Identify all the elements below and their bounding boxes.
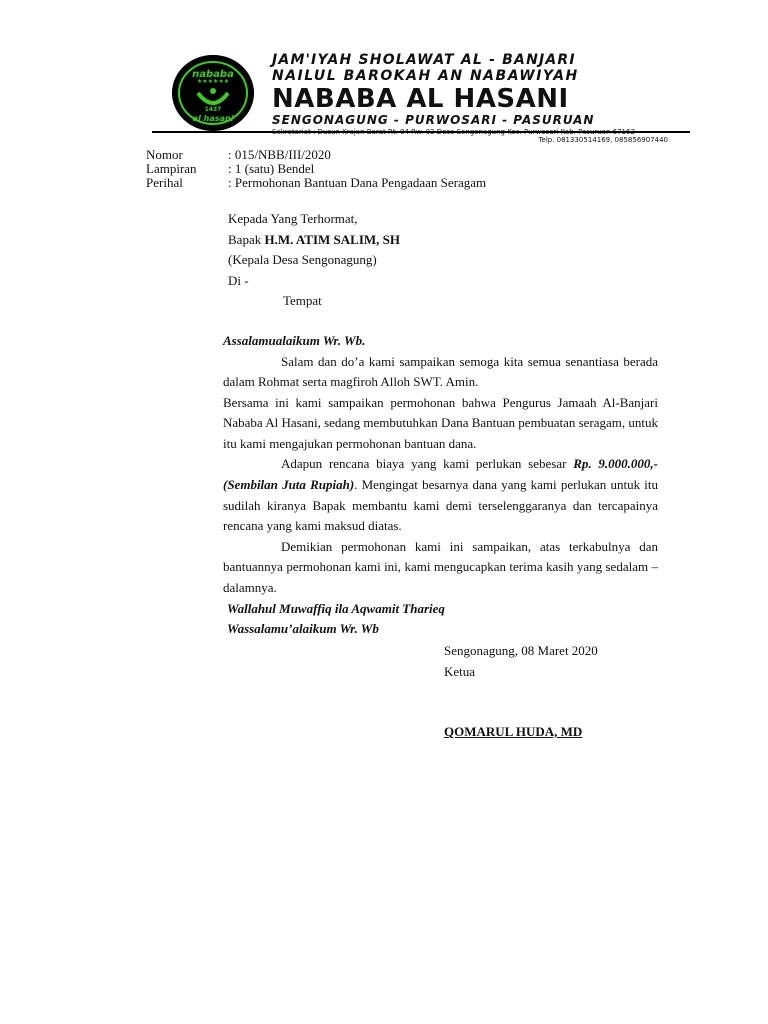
- addressee-salutation: Kepada Yang Terhormat,: [228, 211, 358, 226]
- paragraph-4: Demikian permohonan kami ini sampaikan, atas terkabulnya dan bantuannya permohonan kami ini, kami mengucapkan terima kasih yang sedalam – dalamnya.: [223, 538, 658, 596]
- letterhead-location: SENGONAGUNG - PURWOSARI - PASURUAN: [272, 113, 595, 127]
- paragraph-1: Salam dan do’a kami sampaikan semoga kita semua senantiasa berada dalam Rohmat serta magfiroh Alloh SWT. Amin.: [223, 353, 658, 390]
- paragraph-3-before: Adapun rencana biaya yang kami perlukan sebesar: [281, 456, 574, 472]
- letterhead-line2: NAILUL BAROKAH AN NABAWIYAH: [272, 68, 579, 84]
- meta-label: Lampiran: [146, 161, 197, 176]
- addressee-name-line: [228, 230, 400, 251]
- addressee-prefix: Bapak: [228, 231, 265, 247]
- meta-label: Perihal: [146, 175, 183, 190]
- logo-emblem-icon: [172, 55, 254, 131]
- logo-top-text: nababa: [192, 69, 234, 80]
- meta-value: : Permohonan Bantuan Dana Pengadaan Seragam: [228, 175, 487, 190]
- signature-block: [444, 641, 598, 682]
- letterhead-phone: Telp. 081330514169, 085856907440: [538, 136, 668, 144]
- meta-row-perihal: [146, 176, 486, 190]
- organization-logo: [172, 55, 254, 131]
- letter-body: [223, 331, 658, 640]
- meta-row-lampiran: [146, 162, 486, 176]
- greeting: Assalamualaikum Wr. Wb.: [223, 333, 366, 348]
- addressee-di: Di -: [228, 272, 249, 288]
- logo-year-text: 1437: [204, 106, 222, 113]
- meta-row-nomor: [146, 148, 486, 162]
- letterhead-divider: [152, 131, 690, 133]
- letterhead: [152, 50, 690, 144]
- logo-bottom-text: al hasani: [192, 114, 234, 123]
- place-date: Sengonagung, 08 Maret 2020: [444, 643, 598, 658]
- paragraph-3-after: . Mengingat besarnya dana yang kami perlukan untuk itu sudilah kiranya Bapak membantu kami demi terselenggaranya dan tercapainya rencana yang kami maksud diatas.: [223, 477, 658, 534]
- letterhead-line1: JAM'IYAH SHOLAWAT AL - BANJARI: [272, 52, 576, 68]
- requested-amount: Rp. 9.000.000,- (Sembilan Juta Rupiah): [223, 456, 659, 493]
- addressee-position: (Kepala Desa Sengonagung): [228, 252, 377, 267]
- closing-line-2: Wassalamu’alaikum Wr. Wb: [227, 621, 379, 637]
- addressee-block: [228, 209, 400, 312]
- meta-value: : 015/NBB/III/2020: [228, 147, 331, 162]
- addressee-name: H.M. ATIM SALIM, SH: [264, 231, 401, 247]
- paragraph-3: [223, 454, 658, 536]
- signer-role: Ketua: [444, 663, 476, 679]
- svg-text:★★★★★★: ★★★★★★: [196, 78, 230, 85]
- signer-name: QOMARUL HUDA, MD: [444, 724, 583, 739]
- meta-value: : 1 (satu) Bendel: [228, 161, 315, 176]
- paragraph-2: Bersama ini kami sampaikan permohonan bahwa Pengurus Jamaah Al-Banjari Nababa Al Hasani, sedang membutuhkan Dana Bantuan pembuatan seragam, untuk itu kami mengajukan permohonan bantuan dana.: [223, 394, 659, 451]
- addressee-tempat: Tempat: [283, 293, 322, 308]
- organization-name: NABABA AL HASANI: [272, 84, 569, 114]
- letter-meta: [146, 148, 486, 190]
- closing-line-1: Wallahul Muwaffiq ila Aqwamit Tharieq: [227, 600, 445, 616]
- meta-label: Nomor: [146, 147, 183, 162]
